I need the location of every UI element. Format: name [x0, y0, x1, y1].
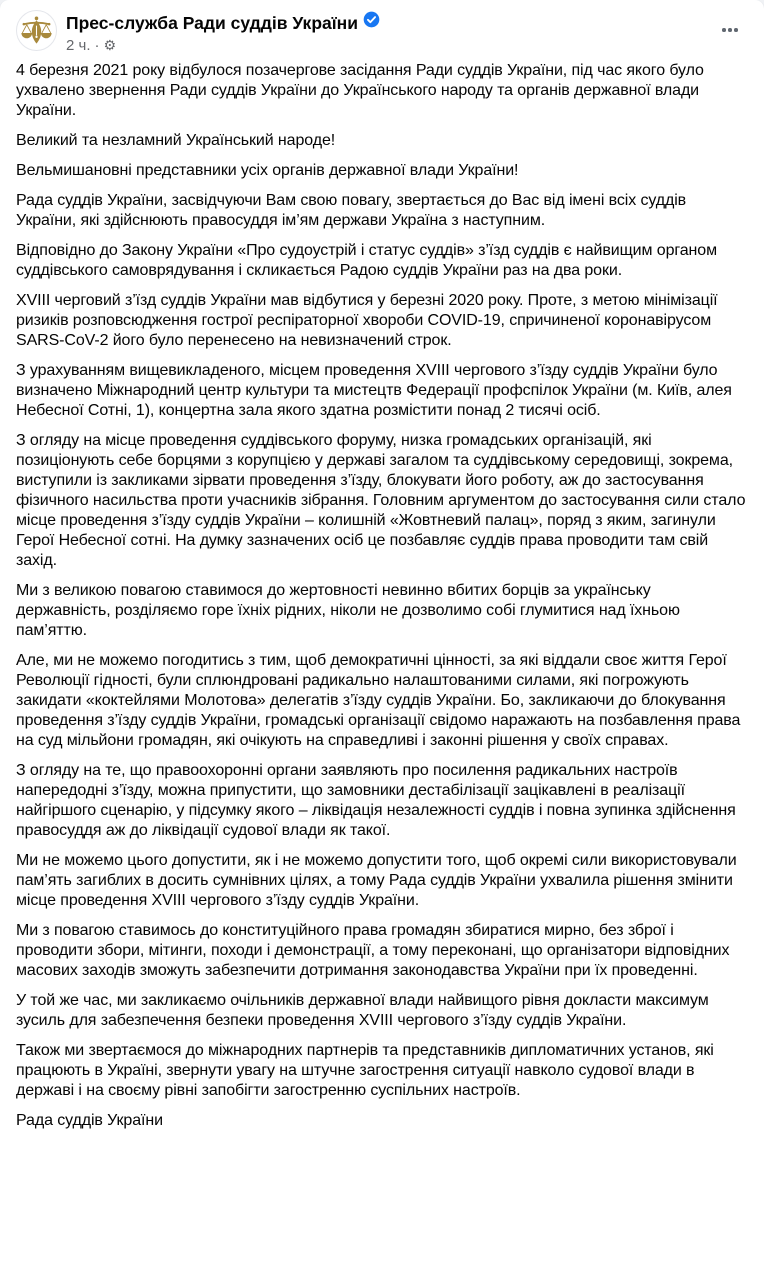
verified-badge-icon — [363, 11, 380, 35]
post-paragraph: Великий та незламний Український народе! — [16, 132, 336, 149]
post-paragraph: Ми не можемо цього допустити, як і не можемо допустити того, щоб окремі сили використовували пам’ять загиблих в досить сумнівних цілях, а тому Рада суддів України ухвалила рішення змінити місце проведення XVIII чергового з’їзду суддів України. — [16, 852, 737, 909]
post-paragraph: З огляду на те, що правоохоронні органи заявляють про посилення радикальних настроїв напередодні з’їзду, можна припустити, що замовники дестабілізації зацікавлені в реалізації найгіршого сценарію, у підсумку якого – ліквідація незалежності суддів і повна зупинка здійснення правосуддя аж до ліквідації судової влади як такої. — [16, 762, 736, 839]
post-paragraph: Вельмишановні представники усіх органів державної влади України! — [16, 162, 519, 179]
name-row — [66, 11, 712, 35]
post-paragraph: Але, ми не можемо погодитись з тим, щоб демократичні цінності, за які віддали своє життя Герої Революції гідності, були сплюндровані радикально налаштованими силами, які погрожують закидати «коктейлями Молотова» делегатів з’їзду суддів України. Бо, закликаючи до блокування проведення з’їзду суддів України, громадські організації свідомо наражають на позбавлення права на суд мільйони громадян, які очікують на справедливі і законні рішення у своїх справах. — [16, 652, 741, 749]
post-signature: Рада суддів України — [16, 1112, 163, 1129]
more-dot — [728, 28, 732, 32]
post-paragraph: Ми з великою повагою ставимося до жертовності невинно вбитих борців за українську державність, розділяємо горе їхніх рідних, ніколи не дозволимо собі глумитися над їхньою пам’яттю. — [16, 582, 680, 639]
post-paragraph: Ми з повагою ставимось до конституційного права громадян збиратися мирно, без зброї і проводити збори, мітинги, походи і демонстрації, а тому переконані, що організатори відповідних масових заходів зможуть забезпечити дотримання законодавства України при їх проведенні. — [16, 922, 730, 979]
post-paragraph: 4 березня 2021 року відбулося позачергове засідання Ради суддів України, під час якого було ухвалено звернення Ради суддів України до Українського народу та органів державної влади України. — [16, 62, 704, 119]
more-options-button[interactable] — [712, 12, 748, 48]
post-body-text — [0, 55, 764, 1145]
privacy-gear-icon: ⚙ — [103, 37, 117, 54]
post-paragraph: Також ми звертаємося до міжнародних партнерів та представників дипломатичних установ, які працюють в Україні, звернути увагу на штучне загострення ситуації навколо судової влади в державі і на своєму рівні запобігти загостренню суспільних настроїв. — [16, 1042, 714, 1099]
post-paragraph: XVIII черговий з’їзд суддів України мав відбутися у березні 2020 року. Проте, з метою мінімізації ризиків розповсюдження гострої респіраторної хвороби COVID-19, спричиненої коронавірусом SARS-CoV-2 його було перенесено на невизначений строк. — [16, 292, 718, 349]
post-header — [0, 0, 764, 55]
meta-separator: · — [94, 37, 100, 54]
more-dot — [722, 28, 726, 32]
more-dot — [734, 28, 738, 32]
post-paragraph: У той же час, ми закликаємо очільників державної влади найвищого рівня докласти максимум зусиль для забезпечення безпеки проведення XVIII чергового з’їзду суддів України. — [16, 992, 709, 1029]
post-paragraph: Рада суддів України, засвідчуючи Вам свою повагу, звертається до Вас від імені всіх суддів України, які здійснюють правосуддя ім’ям держави Україна з наступним. — [16, 192, 687, 229]
header-info — [66, 10, 712, 55]
post-paragraph: З огляду на місце проведення суддівського форуму, низка громадських організацій, які позиціонують себе борцями з корупцією у державі загалом та суддівському середовищі, зокрема, виступили із закликами зірвати проведення з’їзду, блокувати його роботу, аж до застосування фізичного насильства проти учасників зібрання. Головним аргументом до застосування сили стало місце проведення з’їзду суддів України – колишній «Жовтневий палац», поряд з яким, загинули Герої Небесної сотні. На думку зазначених осіб це позбавляє суддів права проводити там свій захід. — [16, 432, 746, 569]
page-name-link[interactable]: Прес-служба Ради суддів України — [66, 13, 358, 33]
scales-pen-logo-icon — [17, 11, 56, 50]
post-meta — [66, 36, 712, 55]
post-paragraph: З урахуванням вищевикладеного, місцем проведення XVIII чергового з’їзду суддів України було визначено Міжнародний центр культури та мистецтв Федерації профспілок України (м. Київ, алея Небесної Сотні, 1), концертна зала якого здатна розмістити понад 2 тисячі осіб. — [16, 362, 732, 419]
post-paragraph: Відповідно до Закону України «Про судоустрій і статус суддів» з’їзд суддів є найвищим органом суддівського самоврядування і скликається Радою суддів України раз на два роки. — [16, 242, 717, 279]
post-timestamp-link[interactable]: 2 ч. — [66, 37, 91, 54]
page-avatar[interactable] — [16, 10, 57, 51]
